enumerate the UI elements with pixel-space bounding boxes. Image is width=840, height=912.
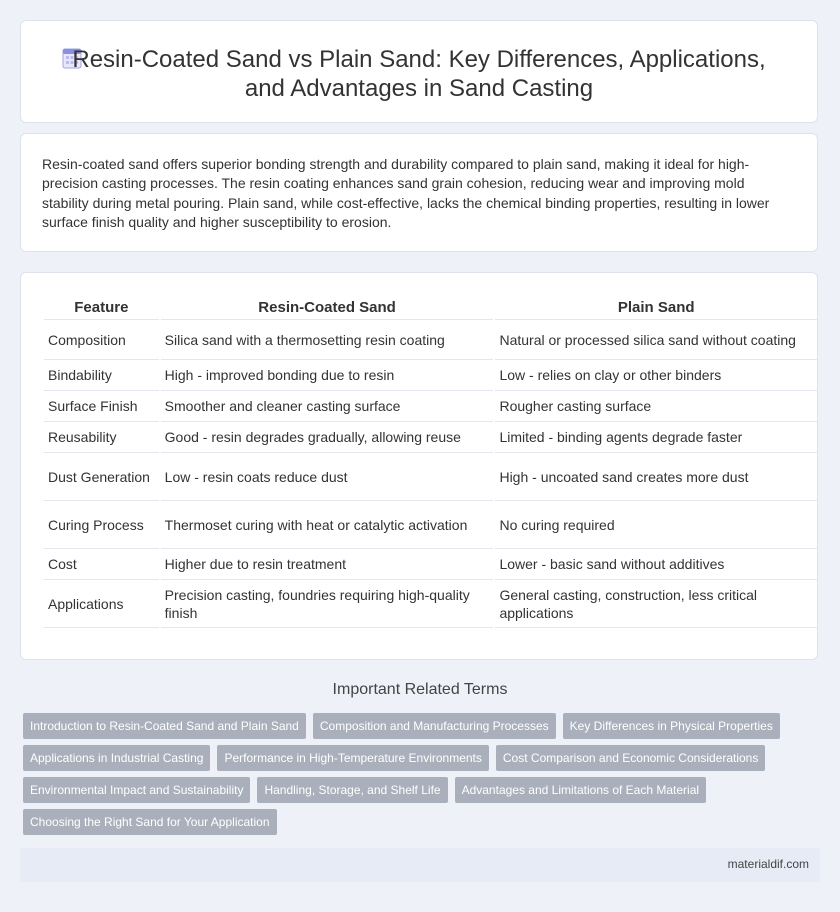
row-resin-cell: Thermoset curing with heat or catalytic activation: [161, 501, 494, 549]
related-term-tag[interactable]: Key Differences in Physical Properties: [563, 713, 780, 739]
row-feature-cell: Dust Generation: [44, 453, 159, 501]
footer-site-link[interactable]: materialdif.com: [727, 857, 809, 871]
table-row: [44, 549, 817, 580]
row-plain-cell: Limited - binding agents degrade faster: [495, 422, 817, 453]
table-row: [44, 453, 817, 501]
row-plain-cell: Low - relies on clay or other binders: [495, 360, 817, 391]
related-term-tag[interactable]: Handling, Storage, and Shelf Life: [257, 777, 447, 803]
row-plain-cell: General casting, construction, less critical applications: [495, 580, 817, 628]
row-plain-cell: High - uncoated sand creates more dust: [495, 453, 817, 501]
table-row: [44, 580, 817, 628]
related-term-tag[interactable]: Environmental Impact and Sustainability: [23, 777, 250, 803]
row-feature-cell: Surface Finish: [44, 391, 159, 422]
row-resin-cell: Good - resin degrades gradually, allowing reuse: [161, 422, 494, 453]
row-resin-cell: Higher due to resin treatment: [161, 549, 494, 580]
footer: [20, 848, 820, 882]
related-term-tag[interactable]: Composition and Manufacturing Processes: [313, 713, 556, 739]
row-feature-cell: Cost: [44, 549, 159, 580]
row-plain-cell: Natural or processed silica sand without coating: [495, 320, 817, 360]
table-row: [44, 320, 817, 360]
row-resin-cell: Silica sand with a thermosetting resin coating: [161, 320, 494, 360]
table-header-row: [44, 293, 817, 320]
page-title-line-1: Resin-Coated Sand vs Plain Sand: Key Differences, Applications,: [72, 46, 766, 73]
related-term-tag[interactable]: Introduction to Resin-Coated Sand and Plain Sand: [23, 713, 306, 739]
column-header-resin-coated-sand: Resin-Coated Sand: [161, 293, 494, 320]
column-header-feature: Feature: [44, 293, 159, 320]
intro-paragraph: Resin-coated sand offers superior bonding strength and durability compared to plain sand, making it ideal for high-precision casting processes. The resin coating enhances sand grain cohesion, reducing wear and improving mold stability during metal pouring. Plain sand, while cost-effective, lacks the chemical binding properties, resulting in lower surface finish quality and higher susceptibility to erosion.: [42, 156, 770, 231]
row-plain-cell: Rougher casting surface: [495, 391, 817, 422]
page-title: [21, 45, 817, 103]
related-term-tag[interactable]: Applications in Industrial Casting: [23, 745, 210, 771]
related-term-tag[interactable]: Performance in High-Temperature Environments: [217, 745, 488, 771]
intro-card: [20, 133, 818, 252]
table-row: [44, 391, 817, 422]
table-row: [44, 422, 817, 453]
table-row: [44, 501, 817, 549]
page-title-line-2: and Advantages in Sand Casting: [244, 75, 594, 102]
row-feature-cell: Composition: [44, 320, 159, 360]
comparison-table: [42, 293, 819, 628]
row-plain-cell: No curing required: [495, 501, 817, 549]
row-feature-cell: Applications: [44, 580, 159, 628]
row-feature-cell: Bindability: [44, 360, 159, 391]
row-feature-cell: Reusability: [44, 422, 159, 453]
row-plain-cell: Lower - basic sand without additives: [495, 549, 817, 580]
row-resin-cell: Precision casting, foundries requiring high-quality finish: [161, 580, 494, 628]
related-term-tag[interactable]: Cost Comparison and Economic Considerations: [496, 745, 765, 771]
table-row: [44, 360, 817, 391]
row-feature-cell: Curing Process: [44, 501, 159, 549]
row-resin-cell: High - improved bonding due to resin: [161, 360, 494, 391]
related-terms-heading: Important Related Terms: [332, 681, 508, 698]
related-term-tag[interactable]: Choosing the Right Sand for Your Application: [23, 809, 277, 835]
comparison-table-card: [20, 272, 818, 660]
related-terms-list: [23, 713, 813, 835]
row-resin-cell: Smoother and cleaner casting surface: [161, 391, 494, 422]
column-header-plain-sand: Plain Sand: [495, 293, 817, 320]
title-card: [20, 20, 818, 123]
related-term-tag[interactable]: Advantages and Limitations of Each Material: [455, 777, 706, 803]
row-resin-cell: Low - resin coats reduce dust: [161, 453, 494, 501]
